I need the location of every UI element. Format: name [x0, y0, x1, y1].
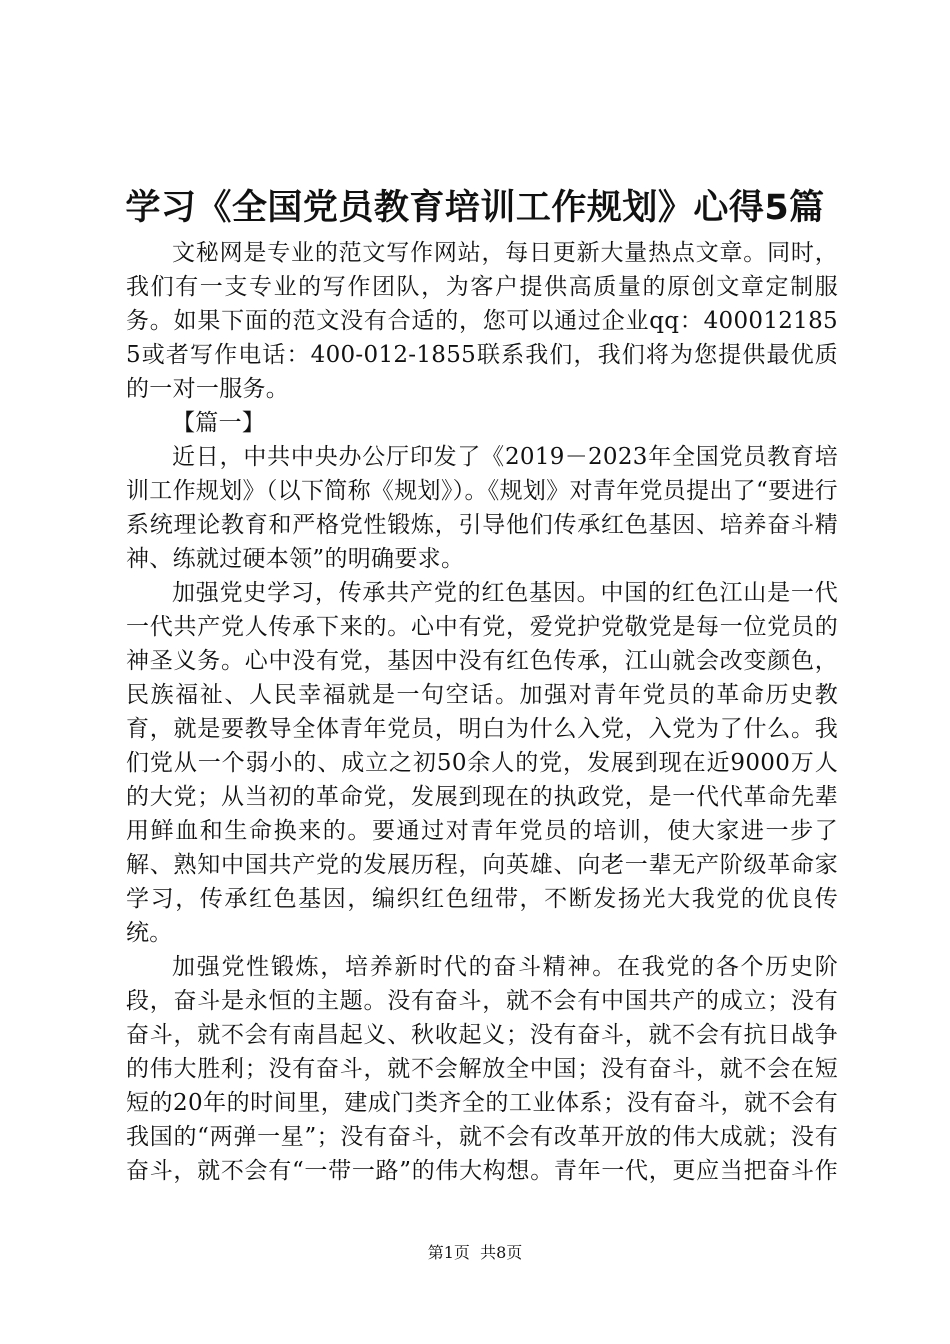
section-heading: 【篇一】	[172, 410, 266, 436]
paragraph-intro: 文秘网是专业的范文写作网站，每日更新大量热点文章。同时，我们有一支专业的写作团队，为客户提供高质量的原创文章定制服务。如果下面的范文没有合适的，您可以通过企业qq：4000121855或者写作电话：400-012-1855联系我们，我们将为您提供最优质的一对一服务。	[126, 240, 838, 402]
page-footer: 第1页 共8页	[427, 1243, 523, 1262]
document-body	[126, 236, 838, 1186]
paragraph: 加强党性锻炼，培养新时代的奋斗精神。在我党的各个历史阶段，奋斗是永恒的主题。没有奋斗，就不会有中国共产的成立；没有奋斗，就不会有南昌起义、秋收起义；没有奋斗，就不会有抗日战争的伟大胜利；没有奋斗，就不会解放全中国；没有奋斗，就不会在短短的20年的时间里，建成门类齐全的工业体系；没有奋斗，就不会有我国的“两弹一星”；没有奋斗，就不会有改革开放的伟大成就；没有奋斗，就不会有“一带一路”的伟大构想。青年一代，更应当把奋斗作	[126, 954, 838, 1184]
paragraph: 近日，中共中央办公厅印发了《2019－2023年全国党员教育培训工作规划》（以下简称《规划》）。《规划》对青年党员提出了“要进行系统理论教育和严格党性锻炼，引导他们传承红色基因、培养奋斗精神、练就过硬本领”的明确要求。	[126, 444, 838, 572]
document-title: 学习《全国党员教育培训工作规划》心得5篇	[125, 188, 825, 228]
paragraph: 加强党史学习，传承共产党的红色基因。中国的红色江山是一代一代共产党人传承下来的。心中有党，爱党护党敬党是每一位党员的神圣义务。心中没有党，基因中没有红色传承，江山就会改变颜色，民族福祉、人民幸福就是一句空话。加强对青年党员的革命历史教育，就是要教导全体青年党员，明白为什么入党，入党为了什么。我们党从一个弱小的、成立之初50余人的党，发展到现在近9000万人的大党；从当初的革命党，发展到现在的执政党，是一代代革命先辈用鲜血和生命换来的。要通过对青年党员的培训，使大家进一步了解、熟知中国共产党的发展历程，向英雄、向老一辈无产阶级革命家学习，传承红色基因，编织红色纽带，不断发扬光大我党的优良传统。	[126, 580, 838, 946]
